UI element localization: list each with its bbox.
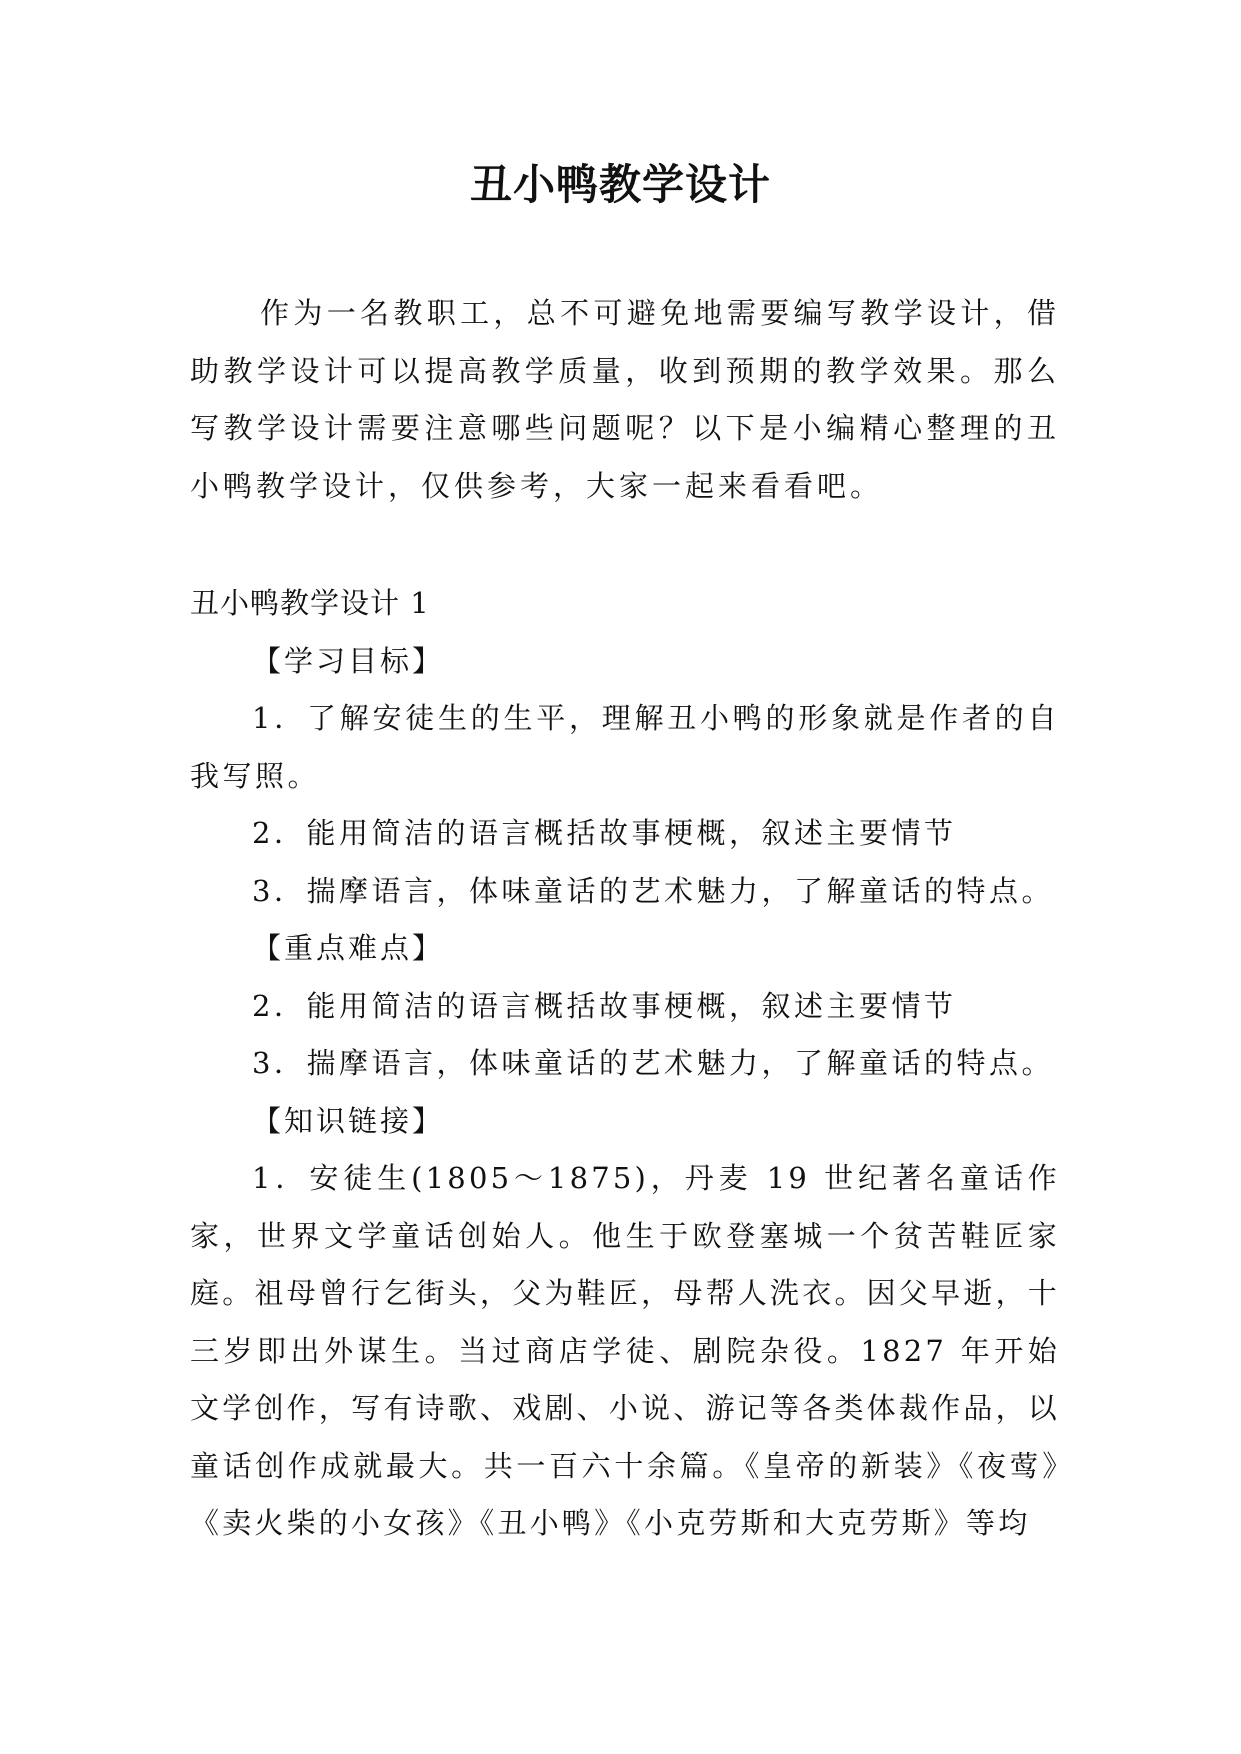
key-point-item-1: 2．能用简洁的语言概括故事梗概，叙述主要情节 (252, 988, 957, 1023)
objectives-heading: 【学习目标】 (252, 643, 445, 678)
key-point-item-2: 3．揣摩语言，体味童话的艺术魅力，了解童话的特点。 (252, 1046, 1054, 1080)
objective-item-3: 3．揣摩语言，体味童话的艺术魅力，了解童话的特点。 (252, 873, 1054, 908)
intro-paragraph: 作为一名教职工，总不可避免地需要编写教学设计，借助教学设计可以提高教学质量，收到预期的教学效果。那么写教学设计需要注意哪些问题呢？以下是小编精心整理的丑小鸭教学设计，仅供参考，大家一起来看看吧。 (190, 296, 1060, 503)
section-heading: 丑小鸭教学设计 1 (190, 586, 430, 620)
objective-item-1: 1．了解安徒生的生平，理解丑小鸭的形象就是作者的自我写照。 (190, 701, 1060, 793)
knowledge-heading: 【知识链接】 (252, 1103, 445, 1138)
key-points-heading: 【重点难点】 (252, 931, 445, 965)
document-title: 丑小鸭教学设计 (469, 160, 771, 209)
objective-item-2: 2．能用简洁的语言概括故事梗概，叙述主要情节 (252, 816, 957, 850)
knowledge-item-1: 1．安徒生(1805～1875)，丹麦 19 世纪著名童话作家，世界文学童话创始人。他生于欧登塞城一个贫苦鞋匠家庭。祖母曾行乞街头，父为鞋匠，母帮人洗衣。因父早逝，十三岁即出外谋生。当过商店学徒、剧院杂役。1827 年开始文学创作，写有诗歌、戏剧、小说、游记等各类体裁作品，以童话创作成就最大。共一百六十余篇。《皇帝的新装》《夜莺》《卖火柴的小女孩》《丑小鸭》《小克劳斯和大克劳斯》等均 (190, 1161, 1060, 1540)
document-body (190, 285, 1060, 1553)
